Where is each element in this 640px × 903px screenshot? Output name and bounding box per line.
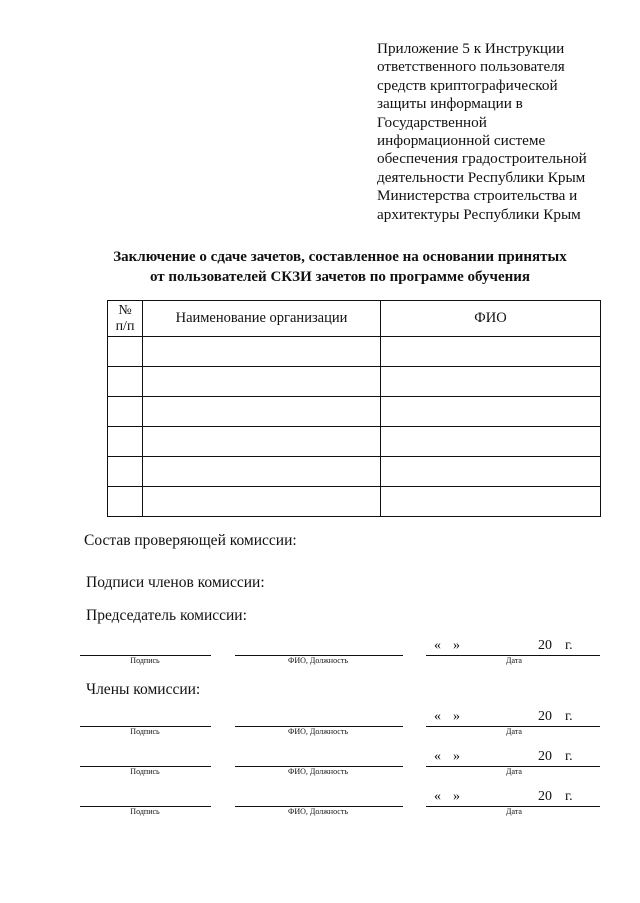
appendix-line: защиты информации в <box>377 95 523 113</box>
column-number-abbr: п/п <box>115 318 135 334</box>
appendix-line: архитектуры Республики Крым <box>377 205 581 223</box>
members-label: Члены комиссии: <box>86 681 201 698</box>
title-line: от пользователей СКЗИ зачетов по программе обучения <box>149 269 531 285</box>
table-cell[interactable] <box>143 487 381 517</box>
year-prefix: 20 <box>538 749 552 764</box>
table-cell[interactable] <box>381 397 601 427</box>
date-quote-open: « <box>434 749 441 764</box>
appendix-line: ответственного пользователя <box>377 58 565 76</box>
table-cell[interactable] <box>143 427 381 457</box>
table-header-row <box>108 301 601 337</box>
date-caption: Дата <box>506 727 522 736</box>
table-row <box>108 457 601 487</box>
column-header-organization: Наименование организации <box>143 301 381 337</box>
year-prefix: 20 <box>538 789 552 804</box>
table-cell[interactable] <box>143 337 381 367</box>
table-cell[interactable] <box>381 487 601 517</box>
column-number-symbol: № <box>118 302 132 318</box>
date-caption: Дата <box>506 656 522 665</box>
table-cell[interactable] <box>108 337 143 367</box>
table-cell[interactable] <box>143 457 381 487</box>
document-title <box>80 247 600 287</box>
appendix-line: Государственной <box>377 113 487 131</box>
year-suffix: г. <box>565 709 573 724</box>
chairman-label: Председатель комиссии: <box>86 607 247 624</box>
table-cell[interactable] <box>381 457 601 487</box>
table-cell[interactable] <box>108 427 143 457</box>
column-header-fio: ФИО <box>381 301 601 337</box>
appendix-line: обеспечения градостроительной <box>377 150 587 168</box>
title-line: Заключение о сдаче зачетов, составленное на основании принятых <box>113 249 567 265</box>
commission-composition-label: Состав проверяющей комиссии: <box>84 532 297 549</box>
date-caption: Дата <box>506 807 522 816</box>
year-prefix: 20 <box>538 638 552 653</box>
fio-position-caption: ФИО, Должность <box>288 727 348 736</box>
appendix-line: Министерства строительства и <box>377 187 578 205</box>
table-cell[interactable] <box>381 337 601 367</box>
year-suffix: г. <box>565 638 573 653</box>
table-row <box>108 487 601 517</box>
signature-caption: Подпись <box>130 656 160 665</box>
signature-caption: Подпись <box>130 807 160 816</box>
table-cell[interactable] <box>143 397 381 427</box>
date-quote-close: » <box>453 789 460 804</box>
table-row <box>108 397 601 427</box>
table-cell[interactable] <box>108 397 143 427</box>
table-row <box>108 337 601 367</box>
table-row <box>108 427 601 457</box>
table-cell[interactable] <box>108 487 143 517</box>
date-quote-open: « <box>434 789 441 804</box>
column-header-number <box>108 301 143 337</box>
appendix-line: средств криптографической <box>377 76 558 94</box>
date-quote-close: » <box>453 749 460 764</box>
year-suffix: г. <box>565 749 573 764</box>
results-table <box>107 300 601 517</box>
appendix-line: информационной системе <box>377 132 546 150</box>
fio-position-caption: ФИО, Должность <box>288 767 348 776</box>
table-cell[interactable] <box>381 367 601 397</box>
appendix-line: Приложение 5 к Инструкции <box>377 40 565 57</box>
table-row <box>108 367 601 397</box>
date-quote-close: » <box>453 638 460 653</box>
signature-caption: Подпись <box>130 767 160 776</box>
fio-position-caption: ФИО, Должность <box>288 807 348 816</box>
table-cell[interactable] <box>108 367 143 397</box>
table-cell[interactable] <box>381 427 601 457</box>
fio-position-caption: ФИО, Должность <box>288 656 348 665</box>
appendix-note <box>377 40 617 224</box>
table-cell[interactable] <box>143 367 381 397</box>
date-quote-open: « <box>434 709 441 724</box>
date-quote-open: « <box>434 638 441 653</box>
year-prefix: 20 <box>538 709 552 724</box>
appendix-line: деятельности Республики Крым <box>377 168 586 186</box>
commission-signatures-label: Подписи членов комиссии: <box>86 574 265 591</box>
table-cell[interactable] <box>108 457 143 487</box>
date-caption: Дата <box>506 767 522 776</box>
year-suffix: г. <box>565 789 573 804</box>
signature-caption: Подпись <box>130 727 160 736</box>
date-quote-close: » <box>453 709 460 724</box>
